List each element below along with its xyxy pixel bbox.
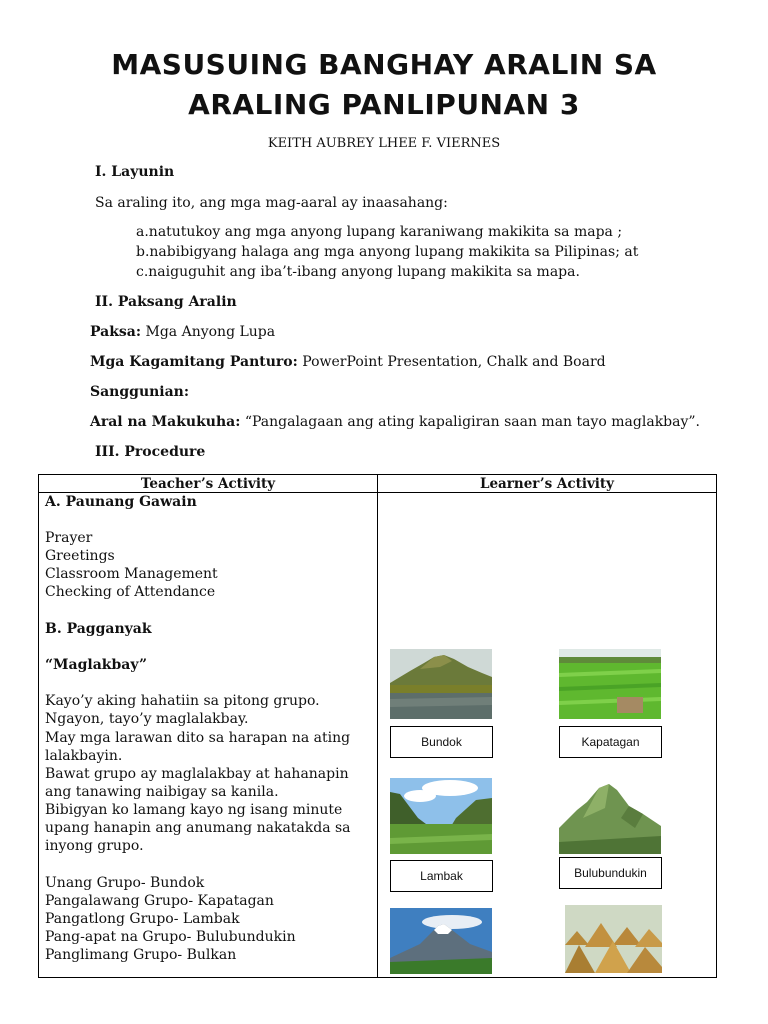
- lambak-label: Lambak: [390, 860, 493, 892]
- instruction-line-8: upang hanapin ang anumang nakatakda sa: [45, 820, 351, 836]
- group-3-text: Pangatlong Grupo- Lambak: [45, 911, 240, 927]
- group-5-text: Panglimang Grupo- Bulkan: [45, 947, 237, 963]
- instruction-line-5: Bawat grupo ay maglalakbay at hahanapin: [45, 766, 349, 782]
- kagamitan-value: PowerPoint Presentation, Chalk and Board: [297, 354, 606, 370]
- instruction-line-2: Ngayon, tayo’y maglalakbay.: [45, 711, 249, 727]
- instruction-line-9: inyong grupo.: [45, 838, 144, 854]
- document-title-line-2: ARALING PANLIPUNAN 3: [188, 88, 580, 121]
- procedure-heading: III. Procedure: [95, 444, 206, 460]
- group-1-text: Unang Grupo- Bundok: [45, 875, 205, 891]
- kagamitan-label: Mga Kagamitang Panturo:: [90, 354, 298, 370]
- paksa-label: Paksa:: [90, 324, 142, 340]
- paksa-line: [90, 324, 275, 340]
- bulubundukin-image: [559, 778, 661, 854]
- aral-label: Aral na Makukuha:: [90, 414, 241, 430]
- instruction-line-3: May mga larawan dito sa harapan na ating: [45, 730, 351, 746]
- bulubundukin-label: Bulubundukin: [559, 857, 662, 889]
- pagganyak-heading: B. Pagganyak: [45, 621, 152, 637]
- teacher-activity-cell: [39, 493, 378, 978]
- chocolate-hills-image: [565, 905, 662, 973]
- instruction-line-1: Kayo’y aking hahatiin sa pitong grupo.: [45, 693, 320, 709]
- maglakbay-title: “Maglakbay”: [45, 657, 148, 673]
- layunin-item-b: b.nabibigyang halaga ang mga anyong lupang makikita sa Pilipinas; at: [136, 244, 639, 260]
- bulkan-image: [390, 908, 492, 974]
- group-2-text: Pangalawang Grupo- Kapatagan: [45, 893, 274, 909]
- prayer-text: Prayer: [45, 530, 93, 546]
- kapatagan-image: [559, 649, 661, 719]
- procedure-table: [38, 474, 717, 978]
- author-name: KEITH AUBREY LHEE F. VIERNES: [267, 136, 501, 151]
- classroom-management-text: Classroom Management: [45, 566, 218, 582]
- procedure-table-row: [39, 493, 717, 978]
- lambak-image: [390, 778, 492, 854]
- aral-line: [90, 414, 700, 430]
- group-4-text: Pang-apat na Grupo- Bulubundukin: [45, 929, 296, 945]
- layunin-heading: I. Layunin: [95, 164, 175, 180]
- teacher-activity-header: Teacher’s Activity: [39, 475, 378, 493]
- aral-value: “Pangalagaan ang ating kapaligiran saan man tayo maglakbay”.: [240, 414, 700, 430]
- instruction-line-4: lalakbayin.: [45, 748, 123, 764]
- bundok-label: Bundok: [390, 726, 493, 758]
- kagamitan-line: [90, 354, 606, 370]
- bundok-image: [390, 649, 492, 719]
- instruction-line-7: Bibigyan ko lamang kayo ng isang minute: [45, 802, 343, 818]
- learner-activity-cell: [378, 493, 717, 978]
- instruction-line-6: ang tanawing naibigay sa kanila.: [45, 784, 279, 800]
- paunang-gawain-heading: A. Paunang Gawain: [45, 494, 197, 510]
- paksa-value: Mga Anyong Lupa: [141, 324, 276, 340]
- procedure-table-header: [39, 475, 717, 493]
- layunin-item-a: a.natutukoy ang mga anyong lupang karaniwang makikita sa mapa ;: [136, 224, 623, 240]
- attendance-text: Checking of Attendance: [45, 584, 216, 600]
- greetings-text: Greetings: [45, 548, 115, 564]
- layunin-item-c: c.naiguguhit ang iba’t-ibang anyong lupang makikita sa mapa.: [136, 264, 580, 280]
- sanggunian-label: Sanggunian:: [90, 384, 190, 400]
- layunin-intro: Sa araling ito, ang mga mag-aaral ay inaasahang:: [95, 195, 448, 211]
- kapatagan-label: Kapatagan: [559, 726, 662, 758]
- paksang-aralin-heading: II. Paksang Aralin: [95, 294, 237, 310]
- document-title-line-1: MASUSUING BANGHAY ARALIN SA: [111, 48, 657, 81]
- learner-activity-header: Learner’s Activity: [378, 475, 717, 493]
